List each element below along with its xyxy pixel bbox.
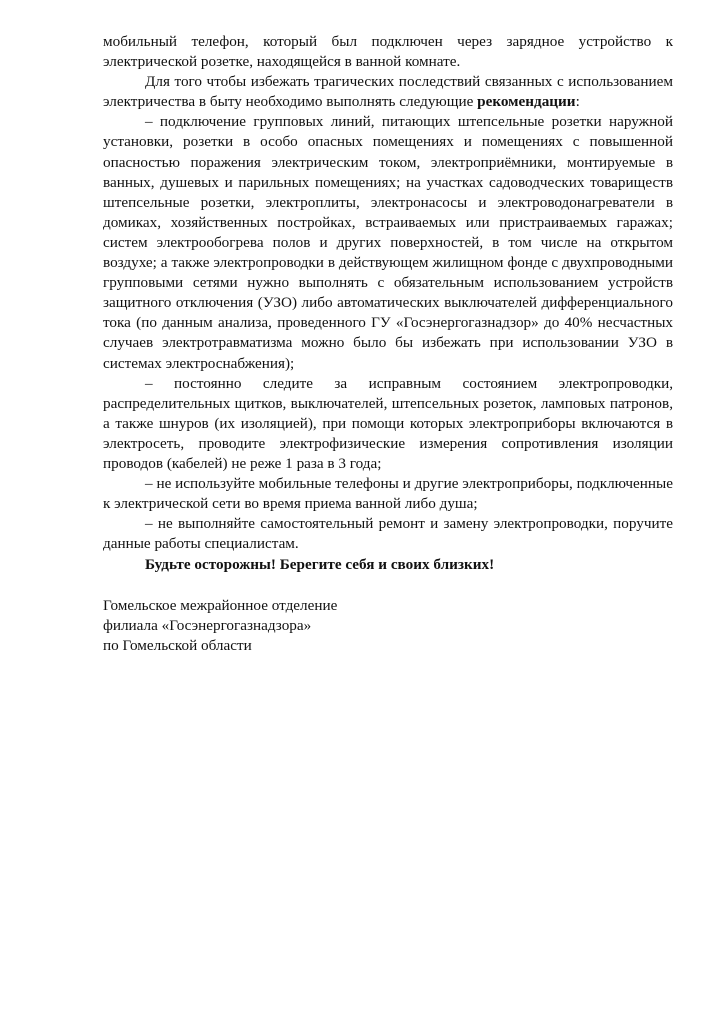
- recommendation-item-wiring-check: – постоянно следите за исправным состоянием электропроводки, распределительных щитков, выключателей, штепсельных розеток, ламповых патронов, а также шнуров (их изоляцией), при помощи которых электроприборы включаются в электросеть, проводите электрофизические измерения сопротивления изоляции проводов (кабелей) не реже 1 раза в 3 года;: [103, 374, 673, 472]
- closing-appeal: Будьте осторожны! Берегите себя и своих близких!: [145, 556, 495, 574]
- signature-line-department: Гомельское межрайонное отделение: [103, 596, 338, 614]
- recommendations-intro-text: Для того чтобы избежать трагических последствий связанных с использованием электричества в быту необходимо выполнять следующие: [103, 73, 673, 111]
- recommendations-intro-paragraph: [103, 72, 673, 112]
- recommendation-item-no-phones-bath: – не используйте мобильные телефоны и другие электроприборы, подключенные к электрической сети во время приема ванной либо душа;: [103, 475, 673, 513]
- recommendations-keyword: рекомендации: [477, 93, 576, 111]
- intro-continuation-paragraph: мобильный телефон, который был подключен через зарядное устройство к электрической розетке, находящейся в ванной комнате.: [103, 33, 673, 71]
- signature-line-branch: филиала «Госэнергогазнадзора»: [103, 616, 312, 634]
- recommendation-item-rcd: – подключение групповых линий, питающих штепсельные розетки наружной установки, розетки в особо опасных помещениях и помещениях с повышенной опасностью поражения электрическим током, электроприёмники, монтируемые в ванных, душевых и парильных помещениях; на участках садоводческих товариществ штепсельные розетки, электроплиты, электронасосы и электроводонагреватели в домиках, хозяйственных постройках, встраиваемых или пристраиваемых гаражах; систем электрообогрева полов и других поверхностей, в том числе на открытом воздухе; а также электропроводки в действующем жилищном фонде с двухпроводными групповыми сетями нужно выполнять с обязательным использованием устройств защитного отключения (УЗО) либо автоматических выключателей дифференциального тока (по данным анализа, проведенного ГУ «Госэнергогазнадзор» до 40% несчастных случаев электротравматизма можно было бы избежать при использовании УЗО в системах электроснабжения);: [103, 113, 673, 372]
- recommendation-item-no-self-repair: – не выполняйте самостоятельный ремонт и замену электропроводки, поручите данные работы специалистам.: [103, 515, 673, 553]
- signature-block: [103, 596, 673, 657]
- signature-line-region: по Гомельской области: [103, 637, 252, 655]
- document-page: [103, 32, 673, 656]
- recommendations-intro-colon: :: [575, 93, 580, 111]
